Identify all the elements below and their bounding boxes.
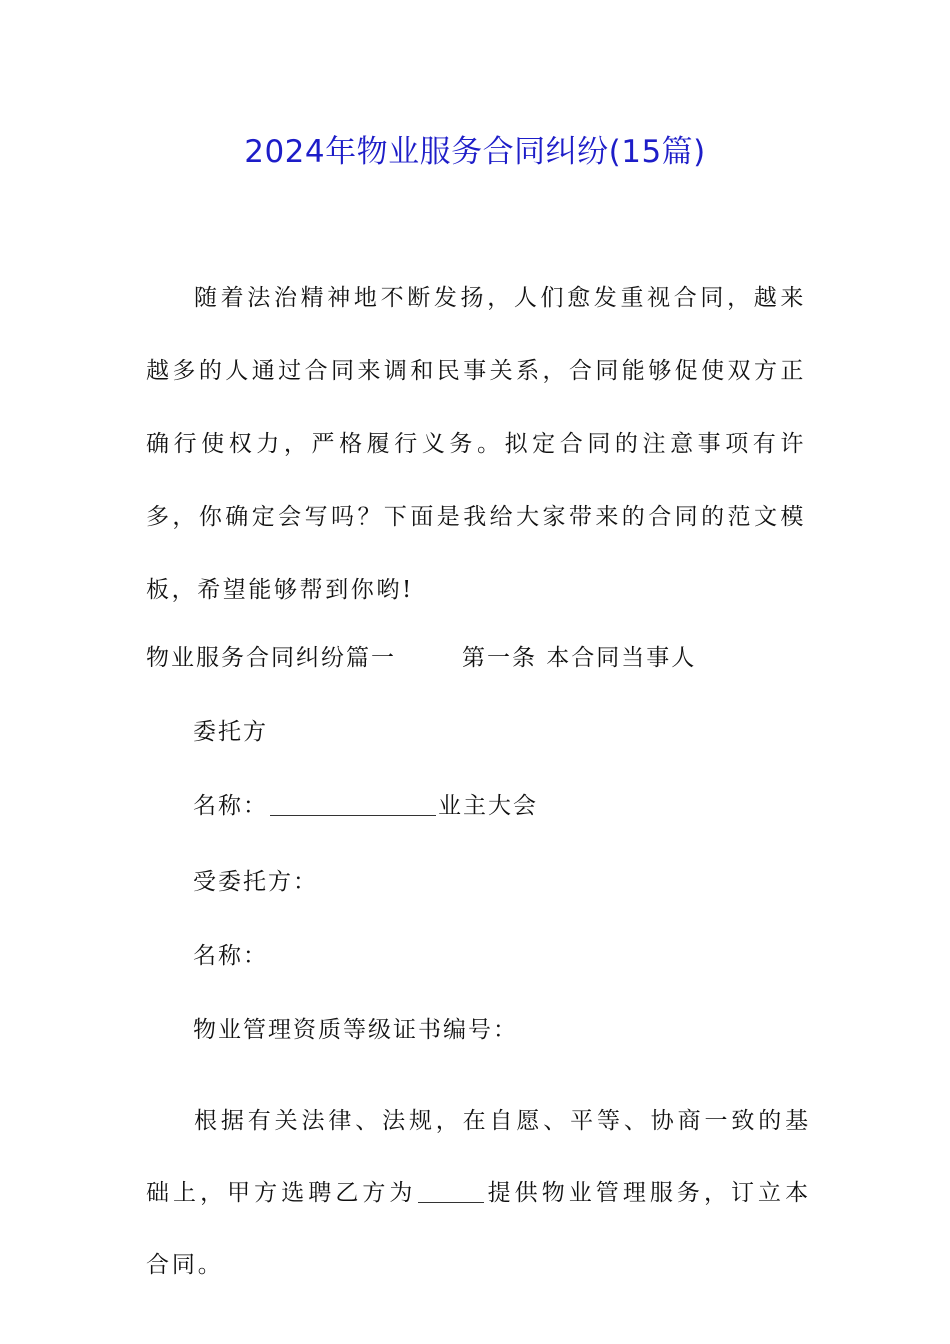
document-title: 2024年物业服务合同纠纷(15篇) [244,134,706,170]
trustee-label: 受委托方： [193,869,318,895]
client-name-label: 名称： [193,793,268,819]
certificate-number-label: 物业管理资质等级证书编号： [193,1017,518,1043]
client-name-blank[interactable] [270,791,436,816]
basis-text-part2: 提供物业管理服务，订立本合同。 [146,1180,811,1278]
client-name-line [193,784,538,828]
service-area-blank[interactable] [418,1178,484,1203]
section-heading-line [146,636,696,680]
client-name-suffix: 业主大会 [438,793,538,819]
intro-paragraph: 随着法治精神地不断发扬，人们愈发重视合同，越来越多的人通过合同来调和民事关系，合同能够促使双方正确行使权力，严格履行义务。拟定合同的注意事项有许多，你确定会写吗？下面是我给大家带来的合同的范文模板，希望能够帮到你哟! [146,285,806,603]
client-label: 委托方 [193,719,268,745]
trustee-name-label: 名称： [193,943,268,969]
basis-text-part1: 根据有关法律、法规，在自愿、平等、协商一致的基础上，甲方选聘乙方为 [146,1108,811,1206]
section-heading: 物业服务合同纠纷篇一 [146,645,396,671]
contract-basis-paragraph [146,1085,811,1301]
article-one-heading: 第一条 本合同当事人 [462,645,697,671]
